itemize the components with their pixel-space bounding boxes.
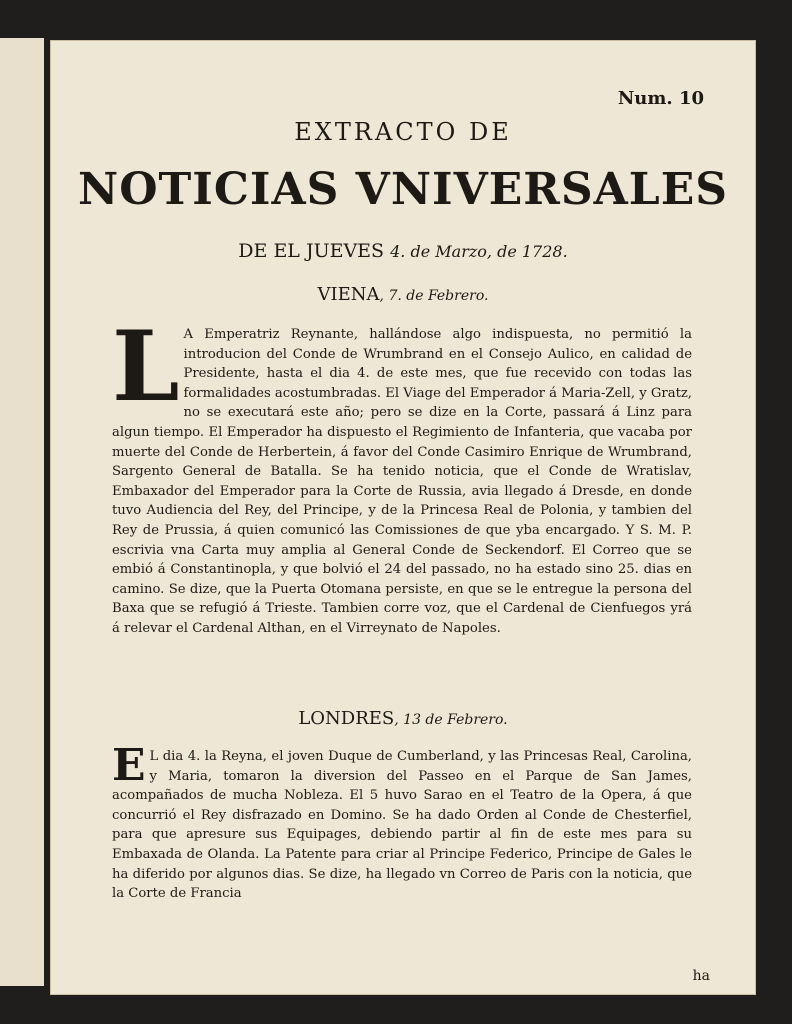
article-text: L dia 4. la Reyna, el joven Duque de Cumberland, y las Princesas Real, Carolina, y Maria, tomaron la diversion del Passeo en el Parque de San James, acompañados de mucha Nobleza. El 5 huvo Sarao en el Teatro de la Opera, á que concurrió el Rey disfrazado en Domino. Se ha dado Orden al Conde de Chesterfiel, para que apresure sus Equipages, debiendo partir al fin de este mes para su Embaxada de Olanda. La Patente para criar al Principe Federico, Principe de Gales le ha diferido por algunos dias. Se dize, ha llegado vn Correo de Paris con la noticia, que la Corte de Francia [112, 749, 692, 902]
newspaper-page [50, 40, 756, 995]
drop-cap: L [112, 310, 180, 423]
drop-cap: E [112, 740, 146, 791]
issue-number: Num. 10 [617, 88, 704, 109]
adjacent-page-edge [0, 38, 44, 986]
section-city: LONDRES [298, 708, 395, 729]
section-heading-viena [50, 284, 756, 305]
catchword: ha [692, 968, 710, 984]
section-heading-londres [50, 708, 756, 729]
section-date: , 13 de Febrero. [394, 712, 508, 728]
masthead-title: NOTICIAS VNIVERSALES [77, 164, 729, 215]
article-viena [112, 310, 693, 639]
section-date: , 7. de Febrero. [379, 288, 489, 304]
dateline [50, 240, 756, 262]
article-text: A Emperatriz Reynante, hallándose algo indispuesta, no permitió la introducion del Conde de Wrumbrand en el Consejo Aulico, en calidad de Presidente, hasta el dia 4. de este mes, que fue recevido con todas las formalidades acostumbradas. El Viage del Emperador á Maria-Zell, y Gratz, no se executará este año; pero se dize en la Corte, passará á Linz para algun tiempo. El Emperador ha dispuesto el Regimiento de Infanteria, que vacaba por muerte del Conde de Herbertein, á favor del Conde Casimiro Enrique de Wrumbrand, Sargento General de Batalla. Se ha tenido noticia, que el Conde de Wratislav, Embaxador del Emperador para la Corte de Russia, avia llegado á Dresde, en donde tuvo Audiencia del Rey, del Principe, y de la Princesa Real de Polonia, y tambien del Rey de Prussia, á quien comunicó las Comissiones de que yba encargado. Y S. M. P. escrivia vna Carta muy amplia al General Conde de Seckendorf. El Correo que se embió á Constantinopla, y que bolvió el 24 del passado, no ha estado sino 25. dias en camino. Se dize, que la Puerta Otomana persiste, en que se le entregue la persona del Baxa que se refugió á Trieste. Tambien corre voz, que el Cardenal de Cienfuegos yrá á relevar el Cardenal Althan, en el Virreynato de Napoles. [112, 327, 693, 636]
kicker: EXTRACTO DE [294, 118, 512, 146]
dateline-date: 4. de Marzo, de 1728. [390, 242, 568, 261]
article-londres [112, 740, 692, 904]
dateline-caps: DE EL JUEVES [238, 240, 385, 262]
section-city: VIENA [317, 284, 380, 305]
